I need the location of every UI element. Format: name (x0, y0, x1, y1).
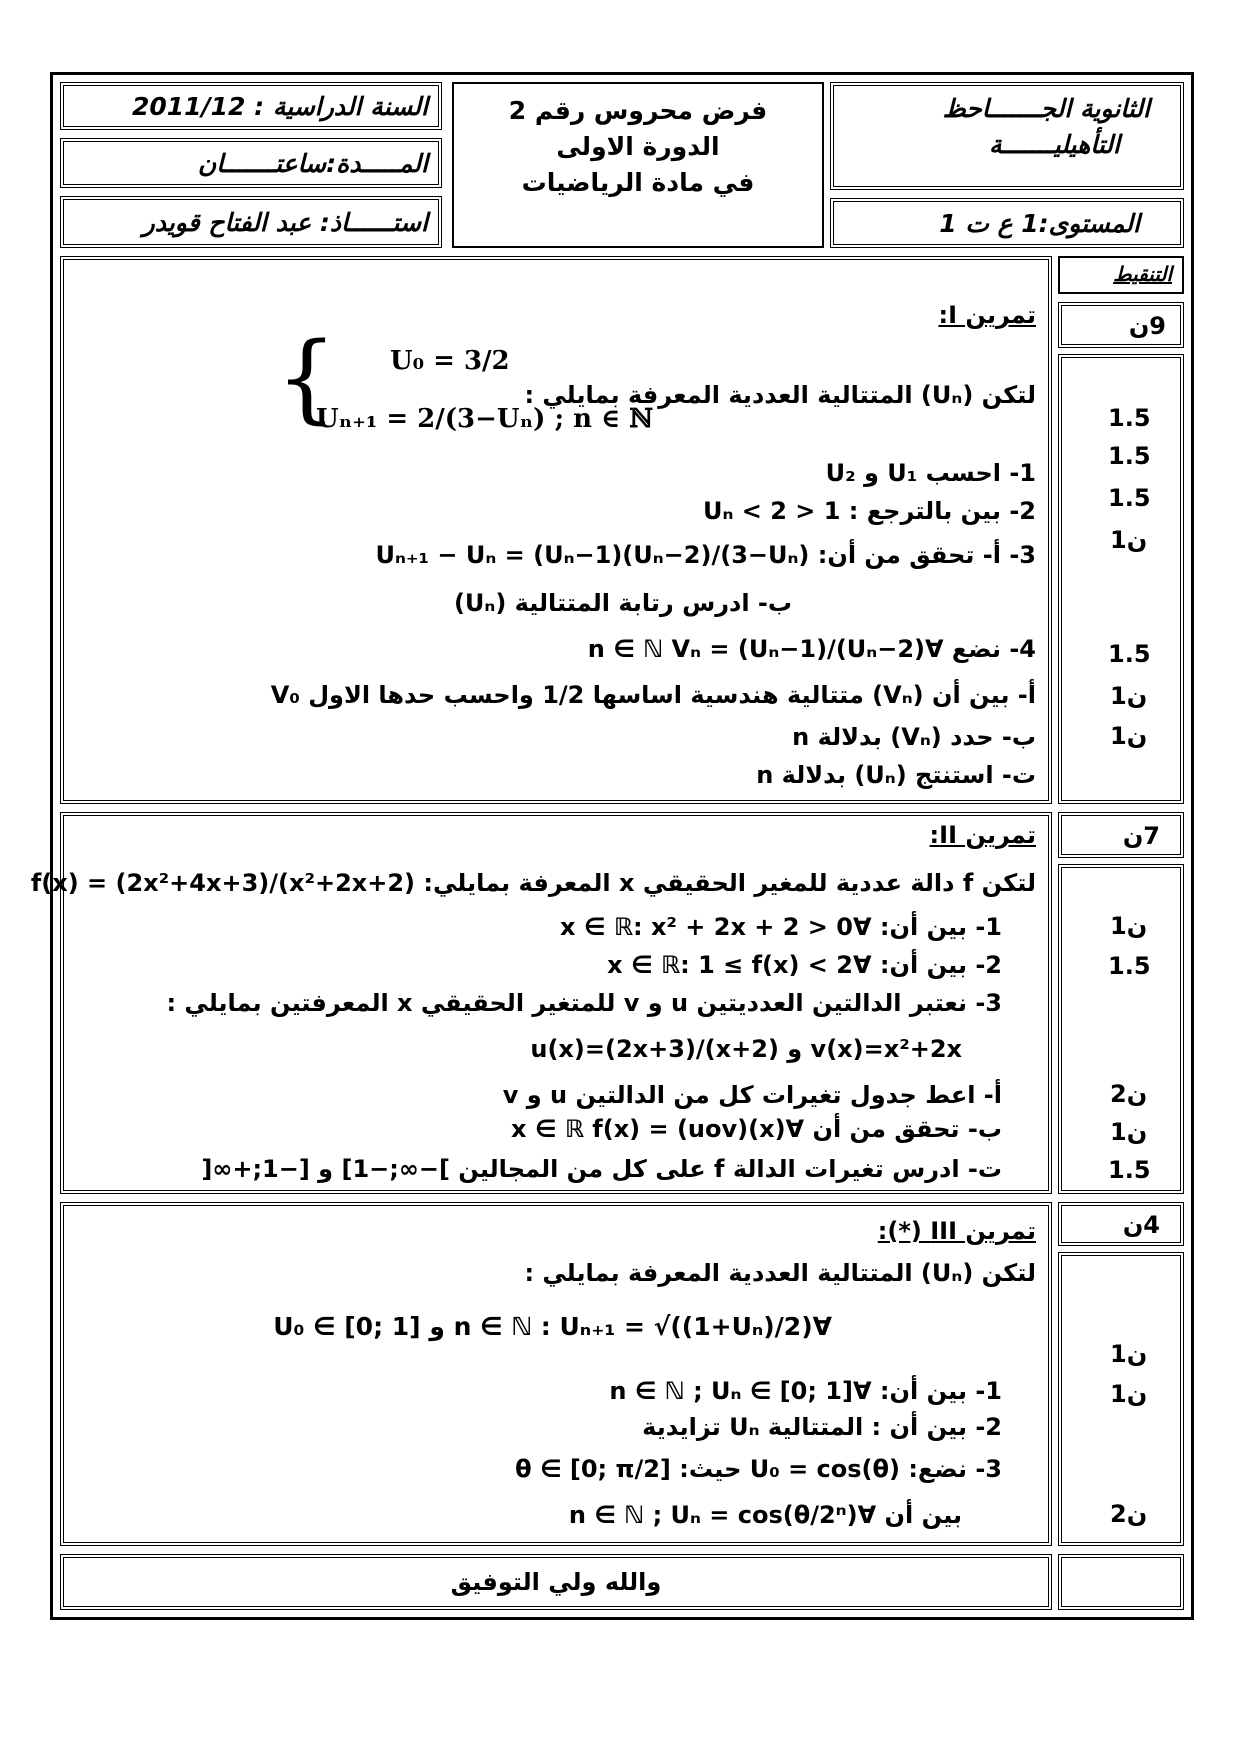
ex3-q2: 2- بين أن : المتتالية Uₙ تزايدية (642, 1413, 1002, 1441)
footer-box (60, 1554, 1052, 1610)
ex1-q4a: أ- بين أن (Vₙ) متتالية هندسية اساسها 1/2 واحسب حدها الاول V₀ (270, 681, 1036, 709)
ex2-q3a: أ- اعط جدول تغيرات كل من الدالتين u و v (502, 1081, 1002, 1109)
ex3-intro: لتكن (Uₙ) المتتالية العددية المعرفة بمايلي : (524, 1259, 1036, 1287)
ex1-score-4: 1ن (1110, 526, 1148, 554)
ex1-points-box (1058, 302, 1184, 348)
school-line-1: الثانوية الجـــــــاحظ (942, 94, 1150, 123)
duration-label: المـــــدة:ساعتـــــــان (197, 149, 428, 178)
exercise-2-content (30, 818, 1042, 1190)
ex2-score-4: 1ن (1110, 1118, 1148, 1146)
grading-header-box (1058, 256, 1184, 294)
school-box (830, 82, 1184, 190)
ex2-points: 7ن (1122, 822, 1160, 850)
ex1-q1: 1- احسب U₁ و U₂ (825, 459, 1036, 487)
ex1-score-5: 1.5 (1108, 640, 1151, 668)
ex2-score-3: 2ن (1110, 1080, 1148, 1108)
ex1-score-1: 1.5 (1108, 404, 1151, 432)
level-box (830, 198, 1184, 248)
ex1-q2: 2- بين بالترجع : 1 < Uₙ < 2 (702, 497, 1036, 525)
ex3-q1: 1- بين أن: ∀n ∈ ℕ ; Uₙ ∈ [0; 1] (609, 1377, 1002, 1405)
ex3-score-2: 1ن (1110, 1380, 1148, 1408)
ex2-score-1: 1ن (1110, 912, 1148, 940)
exercise-3-content (70, 1208, 1042, 1542)
ex3-score-1: 1ن (1110, 1340, 1148, 1368)
ex3-points-box (1058, 1202, 1184, 1246)
footer-score-box (1058, 1554, 1184, 1610)
teacher-box (60, 196, 442, 248)
teacher-label: استــــــاذ: عبد الفتاح قويدر (142, 208, 428, 237)
ex3-score-3: 2ن (1110, 1500, 1148, 1528)
ex3-q3b: بين أن ∀n ∈ ℕ ; Uₙ = cos(θ/2ⁿ) (568, 1501, 962, 1529)
ex1-q3b: ب- ادرس رتابة المتتالية (Uₙ) (453, 589, 792, 617)
ex2-q3c: ت- ادرس تغيرات الدالة f على كل من المجالين ]−∞;−1] و [−1;+∞[ (201, 1155, 1002, 1183)
school-line-2: التأهيليـــــــة (989, 130, 1120, 159)
ex1-score-7: 1ن (1110, 722, 1148, 750)
ex2-points-box (1058, 812, 1184, 858)
ex2-q3: 3- نعتبر الدالتين العدديتين u و v للمتغير الحقيقي x المعرفتين بمايلي : (166, 989, 1002, 1017)
ex1-points: 9ن (1128, 312, 1166, 340)
ex1-intro: لتكن (Uₙ) المتتالية العددية المعرفة بمايلي : (524, 381, 1036, 409)
year-label: السنة الدراسية : 2011/12 (131, 92, 428, 121)
exercise-1-content (70, 262, 1042, 802)
duration-box (60, 138, 442, 188)
ex3-definition: ∀n ∈ ℕ : Uₙ₊₁ = √((1+Uₙ)/2) و U₀ ∈ [0; 1] (273, 1312, 832, 1341)
ex2-q1: 1- بين أن: ∀x ∈ ℝ: x² + 2x + 2 > 0 (560, 913, 1002, 941)
ex2-q3b: ب- تحقق من أن ∀x ∈ ℝ f(x) = (uov)(x) (510, 1115, 1002, 1143)
ex2-intro: لتكن f دالة عددية للمغير الحقيقي x المعرفة بمايلي: f(x) = (2x²+4x+3)/(x²+2x+2) (30, 869, 1036, 897)
ex2-q3-definitions: v(x)=x²+2x و u(x)=(2x+3)/(x+2) (530, 1035, 962, 1063)
ex1-q4b: ب- حدد (Vₙ) بدلالة n (792, 723, 1036, 751)
ex1-score-2: 1.5 (1108, 442, 1151, 470)
exam-line-3: في مادة الرياضيات (521, 168, 755, 197)
ex3-q3: 3- نضع: U₀ = cos(θ) حيث: θ ∈ [0; π/2] (515, 1455, 1002, 1483)
ex1-q4c: ت- استنتج (Uₙ) بدلالة n (756, 761, 1036, 789)
ex2-q2: 2- بين أن: ∀x ∈ ℝ: 1 ≤ f(x) < 2 (607, 951, 1002, 979)
year-box (60, 82, 442, 130)
u0-definition: U₀ = 3/2 (390, 346, 510, 376)
footer-text: والله ولي التوفيق (450, 1568, 662, 1596)
ex3-points: 4ن (1122, 1211, 1160, 1239)
ex3-title: تمرين III (*): (877, 1217, 1036, 1245)
grading-label: التنقيط (1113, 262, 1172, 286)
recurrence-definition: Uₙ₊₁ = 2/(3−Uₙ) ; n ∈ ℕ (316, 404, 654, 434)
ex2-score-5: 1.5 (1108, 1156, 1151, 1184)
ex2-title: تمرين II: (929, 821, 1036, 849)
ex1-score-3: 1.5 (1108, 484, 1151, 512)
ex2-score-2: 1.5 (1108, 952, 1151, 980)
ex1-q4: 4- نضع ∀n ∈ ℕ Vₙ = (Uₙ−1)/(Uₙ−2) (587, 635, 1036, 663)
ex1-q3a: 3- أ- تحقق من أن: Uₙ₊₁ − Uₙ = (Uₙ−1)(Uₙ−2)/(3−Uₙ) (375, 541, 1036, 569)
level-label: المستوى:1 ع ت 1 (939, 209, 1140, 238)
exam-line-1: فرض محروس رقم 2 (508, 96, 768, 125)
ex1-title: تمرين I: (938, 301, 1036, 329)
ex1-score-6: 1ن (1110, 682, 1148, 710)
exam-title-box (452, 82, 824, 248)
exam-line-2: الدورة الاولى (556, 132, 720, 161)
system-brace: { (276, 322, 338, 434)
